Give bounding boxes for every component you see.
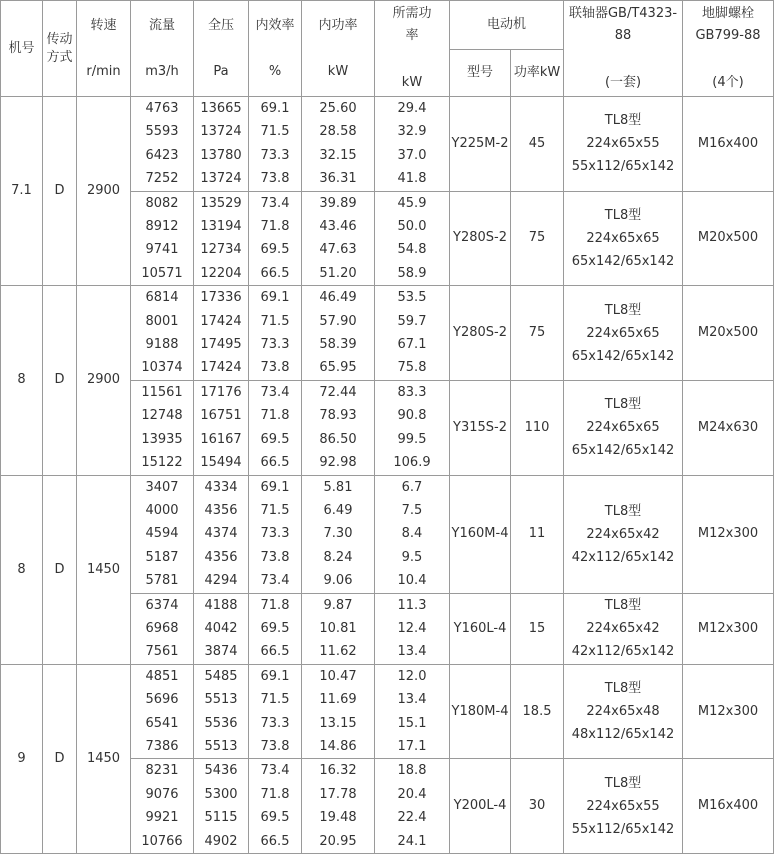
header-speed-unit: r/min xyxy=(86,63,121,79)
pressure-cell: 4356 xyxy=(204,502,238,518)
req-power-cell: 83.3 xyxy=(397,384,427,400)
flow-cell: 8001 xyxy=(145,313,179,329)
pressure-cell: 4188 xyxy=(204,597,238,613)
efficiency-cell-group xyxy=(249,664,302,759)
flow-cell: 8082 xyxy=(145,195,179,211)
pressure-cell-group xyxy=(194,664,249,759)
inner-power-cell: 13.15 xyxy=(319,715,357,731)
pressure-cell-group xyxy=(194,593,249,664)
header-flow-label: 流量 xyxy=(148,17,175,33)
flow-cell: 6374 xyxy=(145,597,179,613)
flow-cell: 7561 xyxy=(145,644,179,660)
req-power-cell: 11.3 xyxy=(397,597,427,613)
inner-power-cell: 19.48 xyxy=(319,810,357,826)
flow-cell: 12748 xyxy=(141,408,183,424)
motor-type-cell: Y315S-2 xyxy=(450,380,511,475)
inner-power-cell: 78.93 xyxy=(319,408,357,424)
efficiency-cell: 73.8 xyxy=(260,549,290,565)
inner-power-cell: 57.90 xyxy=(319,313,357,329)
coupling-cell: TL8型224x65x55 55x112/65x142 xyxy=(564,97,683,192)
pressure-cell-group xyxy=(194,286,249,381)
group-model: 9 xyxy=(1,664,43,853)
pressure-cell-group xyxy=(194,759,249,854)
motor-power-cell: 11 xyxy=(511,475,564,593)
header-efficiency xyxy=(249,1,302,97)
bolt-cell: M20x500 xyxy=(683,286,774,381)
coupling-cell: TL8型224x65x65 65x142/65x142 xyxy=(564,380,683,475)
coupling-cell: TL8型224x65x42 42x112/65x142 xyxy=(564,475,683,593)
inner-power-cell: 5.81 xyxy=(323,479,353,495)
inner-power-cell: 6.49 xyxy=(323,502,353,518)
efficiency-cell: 73.3 xyxy=(260,715,290,731)
inner-power-cell-group xyxy=(302,664,375,759)
req-power-cell: 15.1 xyxy=(397,715,427,731)
header-efficiency-unit: % xyxy=(268,63,282,79)
motor-power-cell: 45 xyxy=(511,97,564,192)
efficiency-cell: 71.8 xyxy=(260,219,290,235)
pressure-cell: 5115 xyxy=(204,810,238,826)
flow-cell: 6541 xyxy=(145,715,179,731)
req-power-cell-group xyxy=(375,759,450,854)
inner-power-cell: 7.30 xyxy=(323,526,353,542)
pressure-cell: 5436 xyxy=(204,763,238,779)
inner-power-cell: 65.95 xyxy=(319,360,357,376)
efficiency-cell: 69.5 xyxy=(260,431,290,447)
pressure-cell: 5513 xyxy=(204,738,238,754)
header-motor: 电动机 xyxy=(450,1,564,50)
pressure-cell-group xyxy=(194,475,249,593)
efficiency-cell: 66.5 xyxy=(260,265,290,281)
group-drive: D xyxy=(43,475,77,664)
inner-power-cell: 43.46 xyxy=(319,219,357,235)
inner-power-cell: 25.60 xyxy=(319,101,357,116)
table-row xyxy=(1,286,774,381)
header-bolt-label: 地脚螺栓GB799-88 xyxy=(695,5,761,43)
header-speed-label: 转速 xyxy=(90,17,117,33)
pressure-cell: 16167 xyxy=(200,431,242,447)
inner-power-cell: 92.98 xyxy=(319,455,357,471)
flow-cell: 4000 xyxy=(145,502,179,518)
pressure-cell: 4356 xyxy=(204,549,238,565)
bolt-cell: M12x300 xyxy=(683,475,774,593)
efficiency-cell: 69.1 xyxy=(260,101,290,116)
efficiency-cell-group xyxy=(249,380,302,475)
header-model: 机号 xyxy=(1,1,43,97)
efficiency-cell: 69.5 xyxy=(260,620,290,636)
flow-cell: 9921 xyxy=(145,810,179,826)
coupling-cell: TL8型224x65x65 65x142/65x142 xyxy=(564,191,683,286)
efficiency-cell: 69.1 xyxy=(260,479,290,495)
req-power-cell: 58.9 xyxy=(397,265,427,281)
motor-type-cell: Y280S-2 xyxy=(450,191,511,286)
efficiency-cell-group xyxy=(249,475,302,593)
efficiency-cell: 66.5 xyxy=(260,455,290,471)
inner-power-cell: 20.95 xyxy=(319,833,357,849)
req-power-cell: 20.4 xyxy=(397,786,427,802)
motor-power-cell: 15 xyxy=(511,593,564,664)
efficiency-cell-group xyxy=(249,593,302,664)
flow-cell: 5696 xyxy=(145,692,179,708)
header-motor-type: 型号 xyxy=(450,50,511,97)
motor-type-cell: Y200L-4 xyxy=(450,759,511,854)
flow-cell: 6968 xyxy=(145,620,179,636)
pressure-cell: 17424 xyxy=(200,360,242,376)
inner-power-cell: 17.78 xyxy=(319,786,357,802)
req-power-cell: 13.4 xyxy=(397,692,427,708)
flow-cell-group xyxy=(131,593,194,664)
inner-power-cell: 28.58 xyxy=(319,124,357,140)
header-req-power xyxy=(375,1,450,97)
efficiency-cell: 73.8 xyxy=(260,171,290,187)
inner-power-cell-group xyxy=(302,759,375,854)
efficiency-cell: 73.4 xyxy=(260,195,290,211)
header-drive: 传动方式 xyxy=(43,1,77,97)
group-drive: D xyxy=(43,286,77,475)
req-power-cell: 50.0 xyxy=(397,219,427,235)
inner-power-cell-group xyxy=(302,593,375,664)
pressure-cell: 13780 xyxy=(200,147,242,163)
flow-cell: 5593 xyxy=(145,124,179,140)
req-power-cell: 24.1 xyxy=(397,833,427,849)
bolt-cell: M24x630 xyxy=(683,380,774,475)
header-inner-power xyxy=(302,1,375,97)
table-row xyxy=(1,664,774,759)
inner-power-cell-group xyxy=(302,97,375,192)
req-power-cell-group xyxy=(375,593,450,664)
pressure-cell: 4042 xyxy=(204,620,238,636)
inner-power-cell-group xyxy=(302,191,375,286)
req-power-cell: 12.0 xyxy=(397,668,427,684)
group-drive: D xyxy=(43,664,77,853)
bolt-cell: M20x500 xyxy=(683,191,774,286)
inner-power-cell: 9.06 xyxy=(323,573,353,589)
header-pressure-unit: Pa xyxy=(213,63,229,79)
req-power-cell: 18.8 xyxy=(397,763,427,779)
efficiency-cell: 69.1 xyxy=(260,668,290,684)
pressure-cell: 4902 xyxy=(204,833,238,849)
flow-cell: 10571 xyxy=(141,265,183,281)
header-efficiency-label: 内效率 xyxy=(255,17,295,33)
group-model: 7.1 xyxy=(1,97,43,286)
motor-power-cell: 75 xyxy=(511,191,564,286)
header-bolt xyxy=(683,1,774,97)
bolt-cell: M16x400 xyxy=(683,759,774,854)
pressure-cell: 5536 xyxy=(204,715,238,731)
flow-cell: 8912 xyxy=(145,219,179,235)
efficiency-cell: 73.4 xyxy=(260,763,290,779)
inner-power-cell-group xyxy=(302,286,375,381)
pressure-cell: 12734 xyxy=(200,242,242,258)
header-inner-power-unit: kW xyxy=(327,63,349,79)
efficiency-cell: 71.8 xyxy=(260,408,290,424)
req-power-cell-group xyxy=(375,475,450,593)
pressure-cell: 5485 xyxy=(204,668,238,684)
efficiency-cell: 66.5 xyxy=(260,833,290,849)
req-power-cell: 12.4 xyxy=(397,620,427,636)
pressure-cell: 3874 xyxy=(204,644,238,660)
inner-power-cell: 32.15 xyxy=(319,147,357,163)
motor-type-cell: Y160M-4 xyxy=(450,475,511,593)
efficiency-cell: 73.8 xyxy=(260,360,290,376)
header-pressure-label: 全压 xyxy=(207,17,234,33)
efficiency-cell: 71.8 xyxy=(260,597,290,613)
pressure-cell: 17424 xyxy=(200,313,242,329)
motor-type-cell: Y180M-4 xyxy=(450,664,511,759)
header-speed xyxy=(77,1,131,97)
group-speed: 2900 xyxy=(77,286,131,475)
req-power-cell: 106.9 xyxy=(393,455,431,471)
coupling-cell: TL8型224x65x65 65x142/65x142 xyxy=(564,286,683,381)
header-flow xyxy=(131,1,194,97)
flow-cell-group xyxy=(131,759,194,854)
efficiency-cell: 73.4 xyxy=(260,573,290,589)
req-power-cell: 45.9 xyxy=(397,195,427,211)
inner-power-cell: 36.31 xyxy=(319,171,357,187)
req-power-cell: 32.9 xyxy=(397,124,427,140)
table-row xyxy=(1,97,774,192)
pressure-cell: 4334 xyxy=(204,479,238,495)
req-power-cell: 59.7 xyxy=(397,313,427,329)
flow-cell-group xyxy=(131,97,194,192)
efficiency-cell: 69.5 xyxy=(260,242,290,258)
req-power-cell: 17.1 xyxy=(397,738,427,754)
req-power-cell: 29.4 xyxy=(397,101,427,116)
bolt-cell: M16x400 xyxy=(683,97,774,192)
bolt-cell: M12x300 xyxy=(683,664,774,759)
flow-cell: 3407 xyxy=(145,479,179,495)
req-power-cell: 99.5 xyxy=(397,431,427,447)
inner-power-cell: 8.24 xyxy=(323,549,353,565)
inner-power-cell: 47.63 xyxy=(319,242,357,258)
pressure-cell: 13529 xyxy=(200,195,242,211)
header-motor-power: 功率kW xyxy=(511,50,564,97)
req-power-cell: 9.5 xyxy=(401,549,423,565)
efficiency-cell-group xyxy=(249,191,302,286)
req-power-cell: 53.5 xyxy=(397,290,427,306)
flow-cell-group xyxy=(131,664,194,759)
pressure-cell: 13665 xyxy=(200,101,242,116)
flow-cell: 4763 xyxy=(145,101,179,116)
inner-power-cell: 10.81 xyxy=(319,620,357,636)
pressure-cell: 17495 xyxy=(200,337,242,353)
header-req-power-unit: kW xyxy=(401,75,423,91)
inner-power-cell: 72.44 xyxy=(319,384,357,400)
req-power-cell: 90.8 xyxy=(397,408,427,424)
flow-cell: 9188 xyxy=(145,337,179,353)
group-model: 8 xyxy=(1,475,43,664)
efficiency-cell: 71.5 xyxy=(260,313,290,329)
efficiency-cell: 73.3 xyxy=(260,337,290,353)
req-power-cell: 22.4 xyxy=(397,810,427,826)
flow-cell: 7252 xyxy=(145,171,179,187)
inner-power-cell: 39.89 xyxy=(319,195,357,211)
efficiency-cell: 66.5 xyxy=(260,644,290,660)
flow-cell: 10766 xyxy=(141,833,183,849)
pressure-cell: 13194 xyxy=(200,219,242,235)
inner-power-cell: 16.32 xyxy=(319,763,357,779)
pressure-cell: 4374 xyxy=(204,526,238,542)
inner-power-cell: 51.20 xyxy=(319,265,357,281)
req-power-cell: 75.8 xyxy=(397,360,427,376)
group-model: 8 xyxy=(1,286,43,475)
motor-type-cell: Y225M-2 xyxy=(450,97,511,192)
req-power-cell: 6.7 xyxy=(401,479,423,495)
flow-cell: 8231 xyxy=(145,763,179,779)
pressure-cell: 13724 xyxy=(200,171,242,187)
req-power-cell: 41.8 xyxy=(397,171,427,187)
coupling-cell: TL8型224x65x48 48x112/65x142 xyxy=(564,664,683,759)
motor-type-cell: Y160L-4 xyxy=(450,593,511,664)
flow-cell: 9741 xyxy=(145,242,179,258)
req-power-cell: 8.4 xyxy=(401,526,423,542)
req-power-cell-group xyxy=(375,286,450,381)
pressure-cell-group xyxy=(194,191,249,286)
motor-type-cell: Y280S-2 xyxy=(450,286,511,381)
inner-power-cell: 46.49 xyxy=(319,290,357,306)
pressure-cell-group xyxy=(194,380,249,475)
flow-cell: 6814 xyxy=(145,290,179,306)
motor-power-cell: 75 xyxy=(511,286,564,381)
inner-power-cell: 11.62 xyxy=(319,644,357,660)
req-power-cell-group xyxy=(375,380,450,475)
motor-power-cell: 18.5 xyxy=(511,664,564,759)
pressure-cell: 5300 xyxy=(204,786,238,802)
pressure-cell: 5513 xyxy=(204,692,238,708)
pressure-cell: 15494 xyxy=(200,455,242,471)
req-power-cell: 54.8 xyxy=(397,242,427,258)
flow-cell: 13935 xyxy=(141,431,183,447)
flow-cell: 6423 xyxy=(145,147,179,163)
req-power-cell-group xyxy=(375,664,450,759)
req-power-cell: 7.5 xyxy=(401,502,423,518)
bolt-cell: M12x300 xyxy=(683,593,774,664)
table-row xyxy=(1,475,774,593)
efficiency-cell-group xyxy=(249,97,302,192)
flow-cell: 9076 xyxy=(145,786,179,802)
efficiency-cell-group xyxy=(249,286,302,381)
flow-cell: 5781 xyxy=(145,573,179,589)
inner-power-cell: 58.39 xyxy=(319,337,357,353)
inner-power-cell-group xyxy=(302,475,375,593)
pressure-cell: 12204 xyxy=(200,265,242,281)
header-inner-power-label: 内功率 xyxy=(318,17,358,33)
header-pressure xyxy=(194,1,249,97)
group-speed: 2900 xyxy=(77,97,131,286)
flow-cell-group xyxy=(131,286,194,381)
flow-cell: 10374 xyxy=(141,360,183,376)
motor-power-cell: 110 xyxy=(511,380,564,475)
pressure-cell: 13724 xyxy=(200,124,242,140)
flow-cell: 4851 xyxy=(145,668,179,684)
efficiency-cell: 71.5 xyxy=(260,692,290,708)
flow-cell-group xyxy=(131,380,194,475)
efficiency-cell: 71.5 xyxy=(260,124,290,140)
inner-power-cell-group xyxy=(302,380,375,475)
efficiency-cell-group xyxy=(249,759,302,854)
pressure-cell-group xyxy=(194,97,249,192)
req-power-cell-group xyxy=(375,191,450,286)
inner-power-cell: 14.86 xyxy=(319,738,357,754)
flow-cell-group xyxy=(131,191,194,286)
inner-power-cell: 11.69 xyxy=(319,692,357,708)
group-speed: 1450 xyxy=(77,664,131,853)
header-coupling xyxy=(564,1,683,97)
pressure-cell: 16751 xyxy=(200,408,242,424)
req-power-cell: 10.4 xyxy=(397,573,427,589)
group-drive: D xyxy=(43,97,77,286)
coupling-cell: TL8型224x65x55 55x112/65x142 xyxy=(564,759,683,854)
efficiency-cell: 73.4 xyxy=(260,384,290,400)
efficiency-cell: 69.1 xyxy=(260,290,290,306)
efficiency-cell: 71.8 xyxy=(260,786,290,802)
inner-power-cell: 10.47 xyxy=(319,668,357,684)
header-coupling-note: (一套) xyxy=(604,75,642,91)
header-bolt-note: (4个) xyxy=(712,75,744,91)
pressure-cell: 17336 xyxy=(200,290,242,306)
req-power-cell: 37.0 xyxy=(397,147,427,163)
efficiency-cell: 73.3 xyxy=(260,147,290,163)
efficiency-cell: 73.8 xyxy=(260,738,290,754)
efficiency-cell: 71.5 xyxy=(260,502,290,518)
coupling-cell: TL8型224x65x42 42x112/65x142 xyxy=(564,593,683,664)
efficiency-cell: 73.3 xyxy=(260,526,290,542)
pressure-cell: 4294 xyxy=(204,573,238,589)
header-req-power-label: 所需功率 xyxy=(392,5,432,43)
motor-power-cell: 30 xyxy=(511,759,564,854)
req-power-cell-group xyxy=(375,97,450,192)
req-power-cell: 13.4 xyxy=(397,644,427,660)
header-coupling-label: 联轴器GB/T4323-88 xyxy=(568,5,678,43)
efficiency-cell: 69.5 xyxy=(260,810,290,826)
pressure-cell: 17176 xyxy=(200,384,242,400)
flow-cell: 5187 xyxy=(145,549,179,565)
flow-cell-group xyxy=(131,475,194,593)
flow-cell: 15122 xyxy=(141,455,183,471)
group-speed: 1450 xyxy=(77,475,131,664)
flow-cell: 11561 xyxy=(141,384,183,400)
header-flow-unit: m3/h xyxy=(145,63,179,79)
inner-power-cell: 9.87 xyxy=(323,597,353,613)
flow-cell: 7386 xyxy=(145,738,179,754)
req-power-cell: 67.1 xyxy=(397,337,427,353)
inner-power-cell: 86.50 xyxy=(319,431,357,447)
flow-cell: 4594 xyxy=(145,526,179,542)
